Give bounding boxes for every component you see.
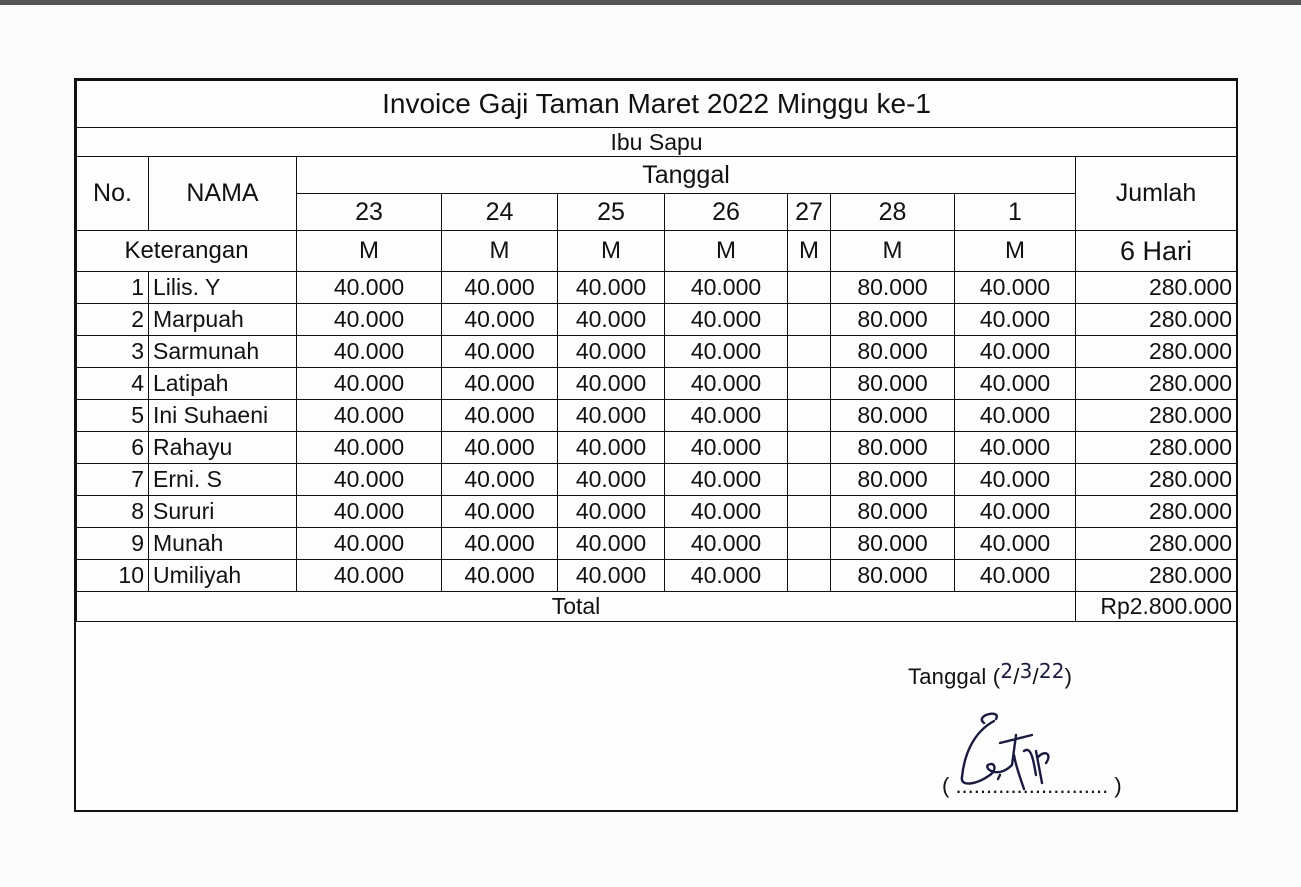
row-total: 280.000 — [1076, 304, 1237, 336]
daily-wage: 80.000 — [831, 400, 955, 432]
daily-wage: 80.000 — [831, 272, 955, 304]
daily-wage: 40.000 — [665, 304, 788, 336]
daily-wage: 40.000 — [665, 400, 788, 432]
row-number: 9 — [77, 528, 149, 560]
table-row — [77, 496, 1237, 528]
row-number: 2 — [77, 304, 149, 336]
daily-wage — [788, 272, 831, 304]
table-row — [77, 560, 1237, 592]
daily-wage: 40.000 — [297, 560, 442, 592]
date-separator: / — [1013, 664, 1020, 689]
daily-wage: 40.000 — [955, 464, 1076, 496]
attendance-code: M — [955, 231, 1076, 272]
daily-wage: 40.000 — [665, 464, 788, 496]
daily-wage: 40.000 — [297, 528, 442, 560]
daily-wage: 40.000 — [558, 464, 665, 496]
daily-wage — [788, 400, 831, 432]
attendance-code: M — [665, 231, 788, 272]
row-total: 280.000 — [1076, 560, 1237, 592]
header-date: 1 — [955, 194, 1076, 231]
row-number: 10 — [77, 560, 149, 592]
daily-wage — [788, 368, 831, 400]
signature-line: ( ......................... ) — [942, 773, 1122, 798]
header-nama: NAMA — [149, 157, 297, 231]
table-row — [77, 368, 1237, 400]
row-total: 280.000 — [1076, 464, 1237, 496]
table-row — [77, 336, 1237, 368]
row-number: 3 — [77, 336, 149, 368]
daily-wage: 40.000 — [558, 272, 665, 304]
daily-wage: 40.000 — [442, 272, 558, 304]
daily-wage: 40.000 — [665, 528, 788, 560]
row-total: 280.000 — [1076, 336, 1237, 368]
attendance-code: M — [831, 231, 955, 272]
total-label: Total — [77, 592, 1076, 622]
scan-edge — [0, 0, 1301, 5]
daily-wage: 80.000 — [831, 496, 955, 528]
date-separator: / — [1032, 664, 1039, 689]
daily-wage: 40.000 — [442, 560, 558, 592]
daily-wage: 80.000 — [831, 304, 955, 336]
row-number: 7 — [77, 464, 149, 496]
daily-wage: 40.000 — [442, 528, 558, 560]
row-number: 4 — [77, 368, 149, 400]
employee-name: Erni. S — [149, 464, 297, 496]
header-days: 6 Hari — [1076, 231, 1237, 272]
daily-wage: 40.000 — [665, 560, 788, 592]
row-number: 8 — [77, 496, 149, 528]
row-number: 1 — [77, 272, 149, 304]
daily-wage: 40.000 — [955, 496, 1076, 528]
daily-wage — [788, 464, 831, 496]
daily-wage: 40.000 — [665, 432, 788, 464]
header-date: 26 — [665, 194, 788, 231]
daily-wage: 80.000 — [831, 336, 955, 368]
date-field — [908, 659, 1073, 690]
daily-wage: 40.000 — [558, 528, 665, 560]
daily-wage: 80.000 — [831, 464, 955, 496]
daily-wage — [788, 496, 831, 528]
daily-wage: 40.000 — [442, 368, 558, 400]
daily-wage: 80.000 — [831, 560, 955, 592]
daily-wage: 40.000 — [955, 368, 1076, 400]
row-total: 280.000 — [1076, 272, 1237, 304]
header-date: 27 — [788, 194, 831, 231]
employee-name: Ini Suhaeni — [149, 400, 297, 432]
header-keterangan: Keterangan — [77, 231, 297, 272]
date-year: 22 — [1038, 659, 1065, 683]
invoice-title: Invoice Gaji Taman Maret 2022 Minggu ke-1 — [77, 81, 1237, 128]
daily-wage: 40.000 — [955, 272, 1076, 304]
daily-wage — [788, 336, 831, 368]
total-row — [77, 592, 1237, 622]
daily-wage: 80.000 — [831, 368, 955, 400]
header-date: 28 — [831, 194, 955, 231]
date-close: ) — [1064, 664, 1073, 689]
date-month: 3 — [1019, 659, 1033, 683]
daily-wage: 40.000 — [558, 368, 665, 400]
daily-wage: 40.000 — [297, 368, 442, 400]
daily-wage: 40.000 — [665, 336, 788, 368]
row-total: 280.000 — [1076, 432, 1237, 464]
employee-name: Rahayu — [149, 432, 297, 464]
daily-wage: 40.000 — [297, 464, 442, 496]
daily-wage: 40.000 — [558, 304, 665, 336]
header-jumlah: Jumlah — [1076, 157, 1237, 231]
daily-wage — [788, 528, 831, 560]
date-day: 2 — [1000, 659, 1014, 683]
row-number: 5 — [77, 400, 149, 432]
daily-wage: 40.000 — [297, 272, 442, 304]
daily-wage: 40.000 — [665, 368, 788, 400]
employee-name: Lilis. Y — [149, 272, 297, 304]
invoice-document — [74, 78, 1238, 812]
daily-wage: 40.000 — [665, 496, 788, 528]
daily-wage: 80.000 — [831, 432, 955, 464]
daily-wage — [788, 560, 831, 592]
row-number: 6 — [77, 432, 149, 464]
daily-wage: 40.000 — [442, 304, 558, 336]
invoice-table — [76, 80, 1237, 622]
employee-name: Sarmunah — [149, 336, 297, 368]
daily-wage: 40.000 — [665, 272, 788, 304]
employee-name: Sururi — [149, 496, 297, 528]
daily-wage: 40.000 — [558, 400, 665, 432]
employee-name: Umiliyah — [149, 560, 297, 592]
table-row — [77, 528, 1237, 560]
total-value: Rp2.800.000 — [1076, 592, 1237, 622]
table-row — [77, 464, 1237, 496]
table-row — [77, 432, 1237, 464]
daily-wage: 40.000 — [297, 432, 442, 464]
daily-wage — [788, 432, 831, 464]
row-total: 280.000 — [1076, 528, 1237, 560]
header-no: No. — [77, 157, 149, 231]
header-date: 23 — [297, 194, 442, 231]
header-date: 25 — [558, 194, 665, 231]
header-date: 24 — [442, 194, 558, 231]
daily-wage: 40.000 — [558, 496, 665, 528]
daily-wage: 40.000 — [297, 304, 442, 336]
row-total: 280.000 — [1076, 368, 1237, 400]
daily-wage — [788, 304, 831, 336]
daily-wage: 40.000 — [442, 400, 558, 432]
daily-wage: 40.000 — [955, 432, 1076, 464]
daily-wage: 40.000 — [558, 336, 665, 368]
daily-wage: 40.000 — [442, 464, 558, 496]
attendance-code: M — [788, 231, 831, 272]
daily-wage: 80.000 — [831, 528, 955, 560]
employee-name: Marpuah — [149, 304, 297, 336]
header-tanggal: Tanggal — [297, 157, 1076, 194]
daily-wage: 40.000 — [955, 528, 1076, 560]
daily-wage: 40.000 — [297, 336, 442, 368]
daily-wage: 40.000 — [558, 432, 665, 464]
daily-wage: 40.000 — [297, 496, 442, 528]
table-row — [77, 400, 1237, 432]
daily-wage: 40.000 — [442, 432, 558, 464]
row-total: 280.000 — [1076, 496, 1237, 528]
daily-wage: 40.000 — [442, 496, 558, 528]
employee-name: Munah — [149, 528, 297, 560]
invoice-subtitle: Ibu Sapu — [77, 128, 1237, 157]
daily-wage: 40.000 — [955, 560, 1076, 592]
daily-wage: 40.000 — [442, 336, 558, 368]
daily-wage: 40.000 — [955, 400, 1076, 432]
table-row — [77, 304, 1237, 336]
table-row — [77, 272, 1237, 304]
daily-wage: 40.000 — [955, 336, 1076, 368]
daily-wage: 40.000 — [955, 304, 1076, 336]
attendance-code: M — [442, 231, 558, 272]
date-label: Tanggal ( — [908, 664, 1001, 689]
attendance-code: M — [558, 231, 665, 272]
attendance-code: M — [297, 231, 442, 272]
employee-name: Latipah — [149, 368, 297, 400]
daily-wage: 40.000 — [558, 560, 665, 592]
row-total: 280.000 — [1076, 400, 1237, 432]
daily-wage: 40.000 — [297, 400, 442, 432]
